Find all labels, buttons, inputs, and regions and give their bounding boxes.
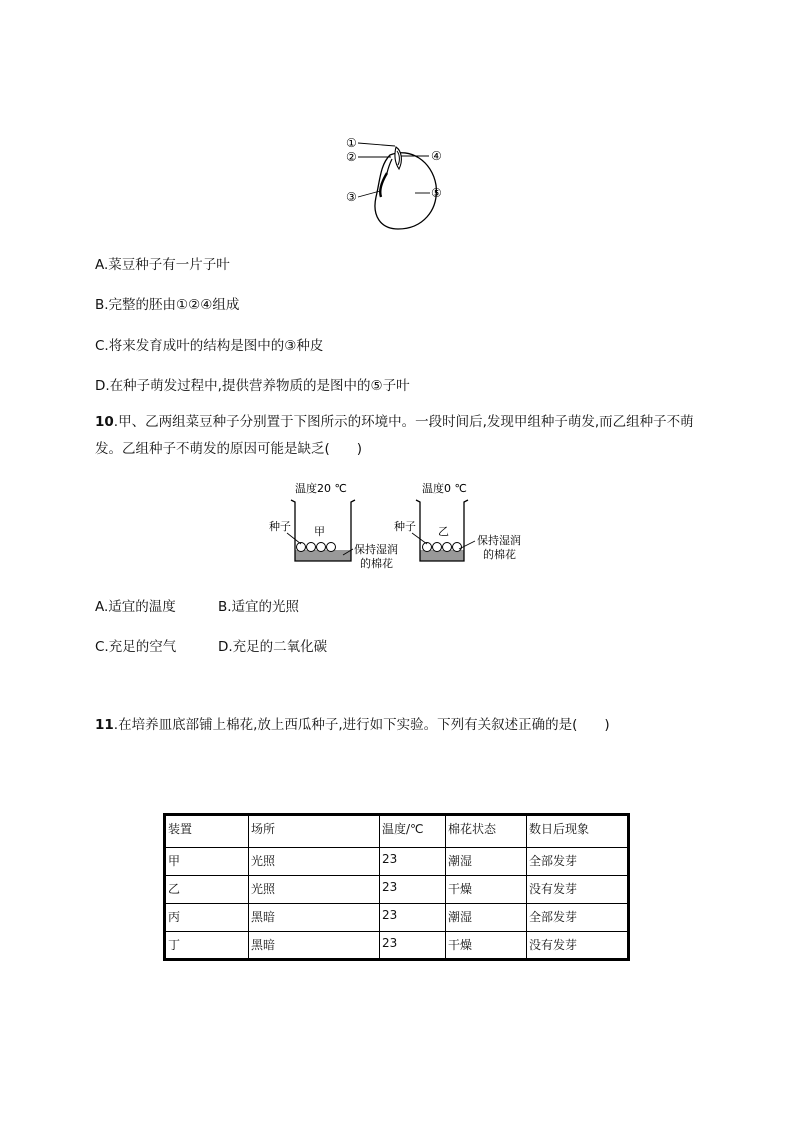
- table-cell: 没有发芽: [527, 932, 629, 960]
- q9-option-d: D.在种子萌发过程中,提供营养物质的是图中的⑤子叶: [95, 378, 410, 394]
- question-10: [95, 409, 705, 463]
- beaker-experiment-diagram: [265, 478, 535, 576]
- label-3: ③: [346, 190, 357, 204]
- table-cell: 全部发芽: [527, 904, 629, 932]
- right-cotton-label-1: 保持湿润: [477, 534, 521, 547]
- question-10-number: 10: [95, 414, 114, 430]
- table-cell: 丙: [165, 904, 249, 932]
- table-cell: 干燥: [446, 932, 527, 960]
- table-header: 棉花状态: [446, 815, 527, 848]
- table-cell: 23: [380, 932, 446, 960]
- q10-option-a: A.适宜的温度: [95, 599, 176, 615]
- table-header: 数日后现象: [527, 815, 629, 848]
- question-11-text: .在培养皿底部铺上棉花,放上西瓜种子,进行如下实验。下列有关叙述正确的是( ): [113, 717, 610, 733]
- table-cell: 乙: [165, 876, 249, 904]
- q9-option-c: C.将来发育成叶的结构是图中的③种皮: [95, 338, 324, 354]
- table-cell: 没有发芽: [527, 876, 629, 904]
- table-header: 场所: [249, 815, 380, 848]
- right-temperature: 温度0 ℃: [422, 482, 467, 495]
- q9-option-a: A.菜豆种子有一片子叶: [95, 257, 230, 273]
- bean-seed-diagram: [340, 133, 460, 233]
- table-cell: 23: [380, 904, 446, 932]
- table-cell: 甲: [165, 848, 249, 876]
- table-cell: 干燥: [446, 876, 527, 904]
- table-row: [165, 904, 629, 932]
- table-header: 温度/℃: [380, 815, 446, 848]
- q10-option-c: C.充足的空气: [95, 639, 177, 655]
- left-cotton-label-2: 的棉花: [360, 557, 393, 570]
- table-cell: 23: [380, 848, 446, 876]
- question-11-number: 11: [95, 717, 114, 733]
- right-cotton-label-2: 的棉花: [483, 548, 516, 561]
- table-row: [165, 848, 629, 876]
- q9-option-b: B.完整的胚由①②④组成: [95, 297, 240, 313]
- table-row: [165, 876, 629, 904]
- table-header: 装置: [165, 815, 249, 848]
- seed-outline: [375, 153, 436, 229]
- table-row: [165, 932, 629, 960]
- experiment-table: [163, 813, 630, 961]
- left-cotton: [295, 550, 351, 561]
- table-cell: 黑暗: [249, 904, 380, 932]
- left-temperature: 温度20 ℃: [295, 482, 347, 495]
- table-cell: 光照: [249, 848, 380, 876]
- right-group-label: 乙: [438, 525, 449, 538]
- table-cell: 丁: [165, 932, 249, 960]
- right-seed-label: 种子: [394, 520, 416, 533]
- q10-option-b: B.适宜的光照: [218, 599, 300, 615]
- table-cell: 潮湿: [446, 848, 527, 876]
- question-11: [95, 712, 705, 739]
- label-2: ②: [346, 150, 357, 164]
- table-cell: 黑暗: [249, 932, 380, 960]
- question-10-text: .甲、乙两组菜豆种子分别置于下图所示的环境中。一段时间后,发现甲组种子萌发,而乙组种子不萌发。乙组种子不萌发的原因可能是缺乏( ): [95, 414, 694, 457]
- left-seed-label: 种子: [269, 520, 291, 533]
- left-cotton-label-1: 保持湿润: [354, 543, 398, 556]
- table-header-row: [165, 815, 629, 848]
- table-cell: 23: [380, 876, 446, 904]
- q10-option-d: D.充足的二氧化碳: [218, 639, 328, 655]
- table-cell: 潮湿: [446, 904, 527, 932]
- table-cell: 全部发芽: [527, 848, 629, 876]
- label-1: ①: [346, 136, 357, 150]
- label-4: ④: [431, 149, 442, 163]
- table-cell: 光照: [249, 876, 380, 904]
- left-group-label: 甲: [314, 525, 325, 538]
- label-5: ⑤: [431, 186, 442, 200]
